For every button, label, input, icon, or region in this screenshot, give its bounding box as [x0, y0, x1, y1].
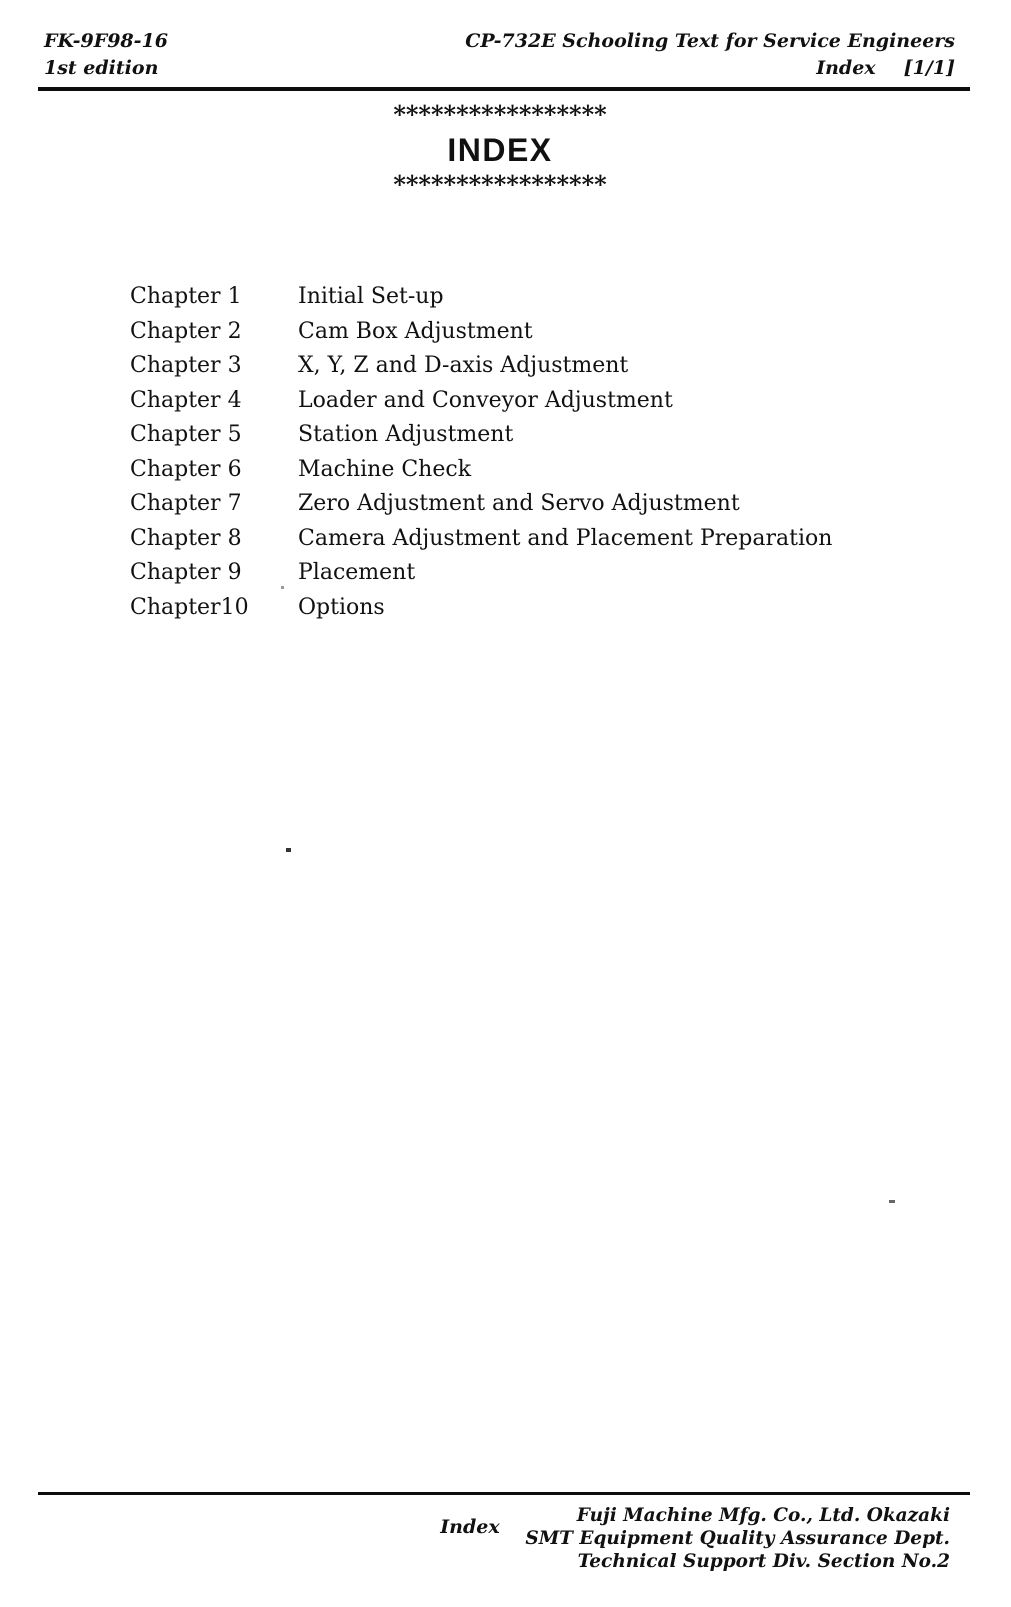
chapter-row	[130, 384, 832, 419]
chapter-row	[130, 591, 832, 626]
chapter-title: Loader and Conveyor Adjustment	[298, 387, 673, 413]
chapter-row	[130, 315, 832, 350]
chapter-title: Zero Adjustment and Servo Adjustment	[298, 491, 740, 516]
header-right	[465, 28, 955, 82]
chapter-row	[130, 522, 832, 557]
chapter-row	[130, 418, 832, 453]
footer-section-label: Index	[440, 1516, 500, 1538]
chapter-row	[130, 349, 832, 384]
stars-divider-bottom: *****************	[393, 170, 607, 199]
chapter-row	[130, 556, 832, 591]
chapter-label: Chapter 2	[130, 318, 242, 344]
doc-title: CP-732E Schooling Text for Service Engineers	[465, 30, 955, 52]
chapter-row	[130, 280, 832, 315]
doc-edition: 1st edition	[44, 57, 159, 79]
header-left	[44, 28, 168, 82]
chapter-label: Chapter 6	[130, 456, 242, 482]
chapter-title: Camera Adjustment and Placement Preparation	[298, 525, 833, 551]
doc-code: FK-9F98-16	[44, 30, 168, 52]
chapter-label: Chapter 1	[130, 284, 242, 309]
scan-speck	[281, 586, 284, 589]
footer-org-block	[525, 1504, 950, 1573]
chapter-label: Chapter 4	[130, 387, 242, 413]
chapter-title: X, Y, Z and D-axis Adjustment	[298, 353, 629, 378]
chapter-title: Cam Box Adjustment	[298, 318, 533, 344]
chapter-row	[130, 487, 832, 522]
chapter-title: Options	[298, 594, 385, 620]
page-title: INDEX	[447, 132, 553, 168]
footer-company: Fuji Machine Mfg. Co., Ltd. Okazaki	[576, 1505, 950, 1526]
chapter-title: Station Adjustment	[298, 422, 514, 447]
footer-rule	[38, 1492, 970, 1495]
chapter-row	[130, 453, 832, 488]
footer-department: SMT Equipment Quality Assurance Dept.	[525, 1528, 950, 1549]
chapter-label: Chapter 3	[130, 353, 242, 378]
stars-divider-top: *****************	[393, 100, 607, 129]
chapter-label: Chapter 5	[130, 422, 242, 447]
chapter-label: Chapter10	[130, 594, 249, 620]
header-rule	[38, 87, 970, 91]
chapter-label: Chapter 8	[130, 525, 242, 551]
header-section-label: Index	[816, 57, 876, 79]
chapter-label: Chapter 7	[130, 491, 242, 516]
scan-speck	[286, 848, 291, 852]
index-title-block	[0, 100, 1000, 199]
footer-division: Technical Support Div. Section No.2	[577, 1551, 950, 1572]
chapter-title: Machine Check	[298, 456, 472, 482]
scan-speck	[889, 1200, 895, 1203]
chapter-list	[130, 280, 832, 625]
page-indicator: [1/1]	[903, 57, 955, 79]
chapter-title: Initial Set-up	[298, 284, 444, 309]
chapter-title: Placement	[298, 560, 416, 585]
chapter-label: Chapter 9	[130, 560, 242, 585]
header-section-line	[465, 55, 955, 82]
